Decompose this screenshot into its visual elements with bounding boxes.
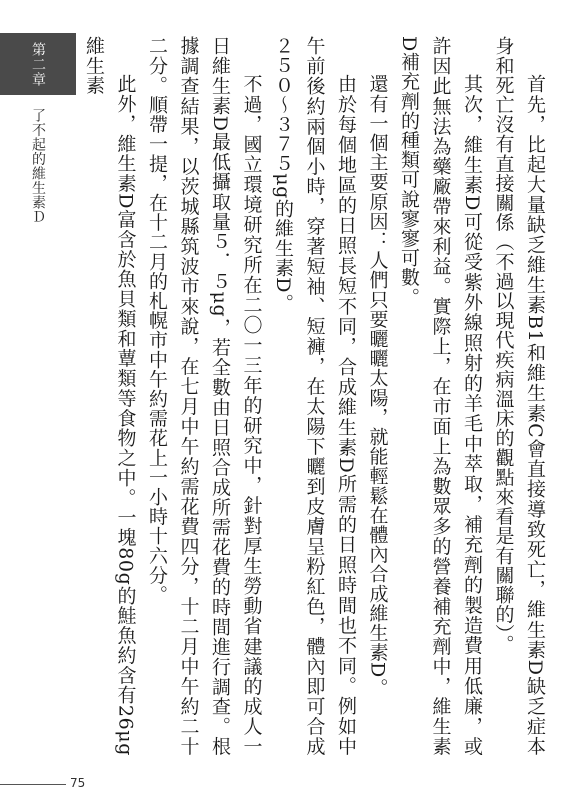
running-head: 了不起的維生素Ｄ: [30, 108, 46, 224]
paragraph-5: 不過，國立環境研究所在二〇一三年的研究中，針對厚生勞動省建議的成人一日維生素D最低攝取量５．５μg，若全數由日照合成所需花費的時間進行調查。根據調查結果，以茨城縣筑波市來說，在七月中午約需花費四分，十二月中午約二十二分。順帶一提，在十二月的札幌市中午約需花上一小時十六分。: [146, 36, 263, 756]
body-text: [50, 36, 550, 756]
paragraph-2: 其次，維生素D可從受紫外線照射的羊毛中萃取，補充劑的製造費用低廉，或許因此無法為藥廠帶來利益。實際上，在市面上為數眾多的營養補充劑中，維生素D補充劑的種類可說寥寥可數。: [398, 36, 483, 756]
footer-rule: [0, 784, 66, 785]
paragraph-4: 由於每個地區的日照長短不同，合成維生素D所需的日照時間也不同。例如中午前後約兩個小時，穿著短袖、短褲，在太陽下曬到皮膚呈粉紅色，體內即可合成２５０～３７５μg的維生素D。: [272, 36, 357, 756]
chapter-label: 第二章: [30, 41, 46, 87]
paragraph-1: 首先，比起大量缺乏維生素B1和維生素C會直接導致死亡，維生素D缺乏症本身和死亡沒有直接關係（不過以現代疾病溫床的觀點來看是有關聯的）。: [492, 36, 546, 756]
page-number: 75: [70, 776, 86, 790]
paragraph-6: 此外，維生素D富含於魚貝類和蕈類等食物之中。一塊80g的鮭魚約含有26μg維生素: [83, 36, 137, 756]
paragraph-3: 還有一個主要原因：人們只要曬曬太陽，就能輕鬆在體內合成維生素D。: [366, 74, 389, 698]
